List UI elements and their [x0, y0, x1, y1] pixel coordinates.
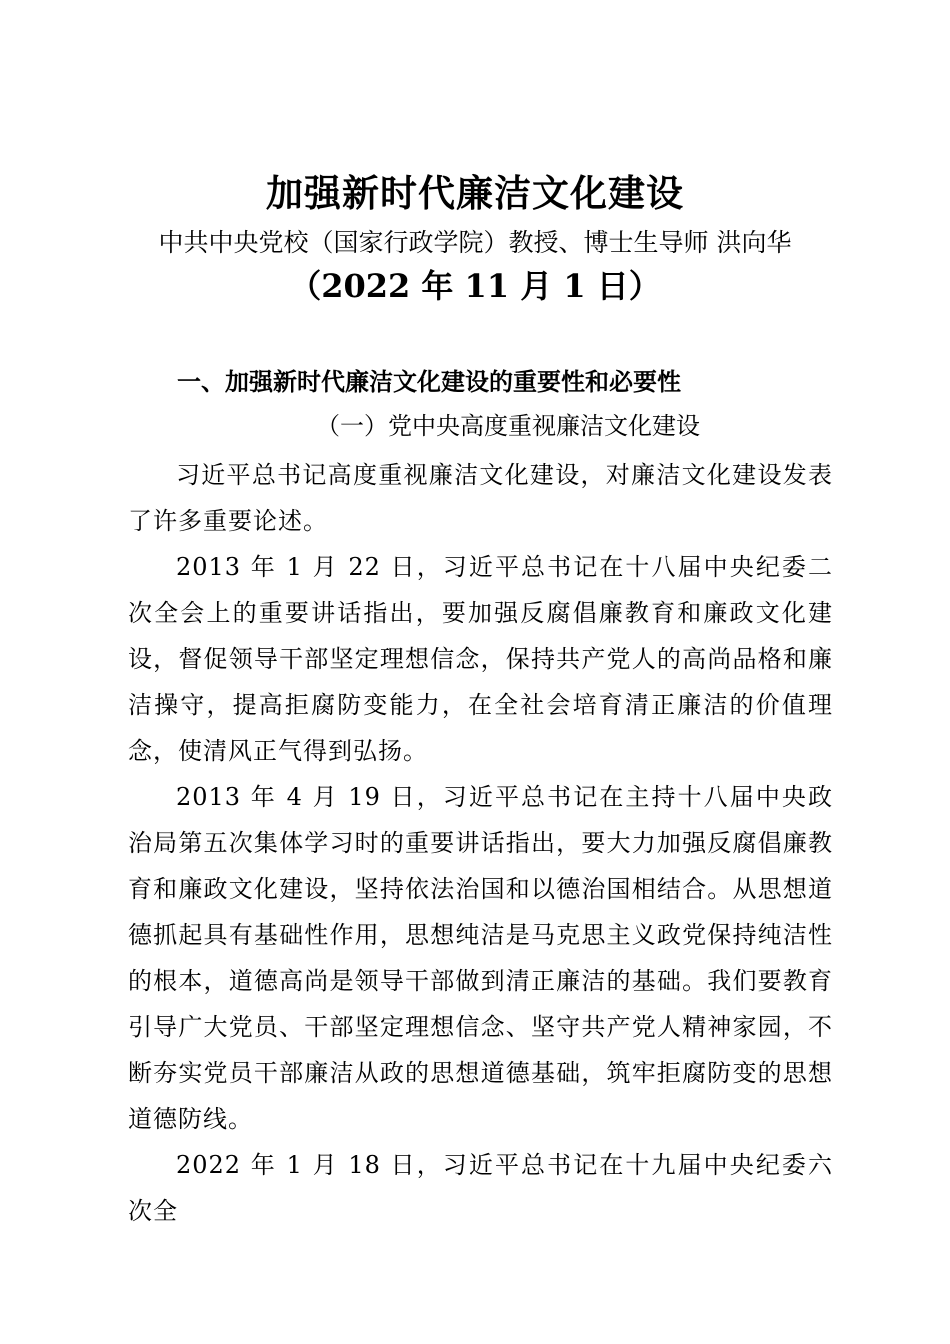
paragraph: 2022 年 1 月 18 日，习近平总书记在十九届中央纪委六次全 [128, 1151, 833, 1225]
paragraph: 2013 年 4 月 19 日，习近平总书记在主持十八届中央政治局第五次集体学习时的重要讲话指出，要大力加强反腐倡廉教育和廉政文化建设，坚持依法治国和以德治国相结合。从思想道德抓起具有基础性作用，思想纯洁是马克思主义政党保持纯洁性的根本，道德高尚是领导干部做到清正廉洁的基础。我们要教育引导广大党员、干部坚定理想信念、坚守共产党人精神家园，不断夯实党员干部廉洁从政的思想道德基础，筑牢拒腐防变的思想道德防线。 [128, 783, 833, 1133]
paragraph: 2013 年 1 月 22 日，习近平总书记在十八届中央纪委二次全会上的重要讲话指出，要加强反腐倡廉教育和廉政文化建设，督促领导干部坚定理想信念，保持共产党人的高尚品格和廉洁操守，提高拒腐防变能力，在全社会培育清正廉洁的价值理念，使清风正气得到弘扬。 [128, 553, 833, 765]
paragraph: 习近平总书记高度重视廉洁文化建设，对廉洁文化建设发表了许多重要论述。 [128, 461, 833, 535]
document-title: 加强新时代廉洁文化建设 [266, 171, 684, 215]
body-text [128, 452, 833, 1234]
section-heading: 一、加强新时代廉洁文化建设的重要性和必要性 [177, 367, 681, 396]
date-line: （2022 年 11 月 1 日） [289, 267, 661, 305]
sub-heading: （一）党中央高度重视廉洁文化建设 [316, 412, 700, 440]
author-line: 中共中央党校（国家行政学院）教授、博士生导师 洪向华 [158, 228, 792, 257]
